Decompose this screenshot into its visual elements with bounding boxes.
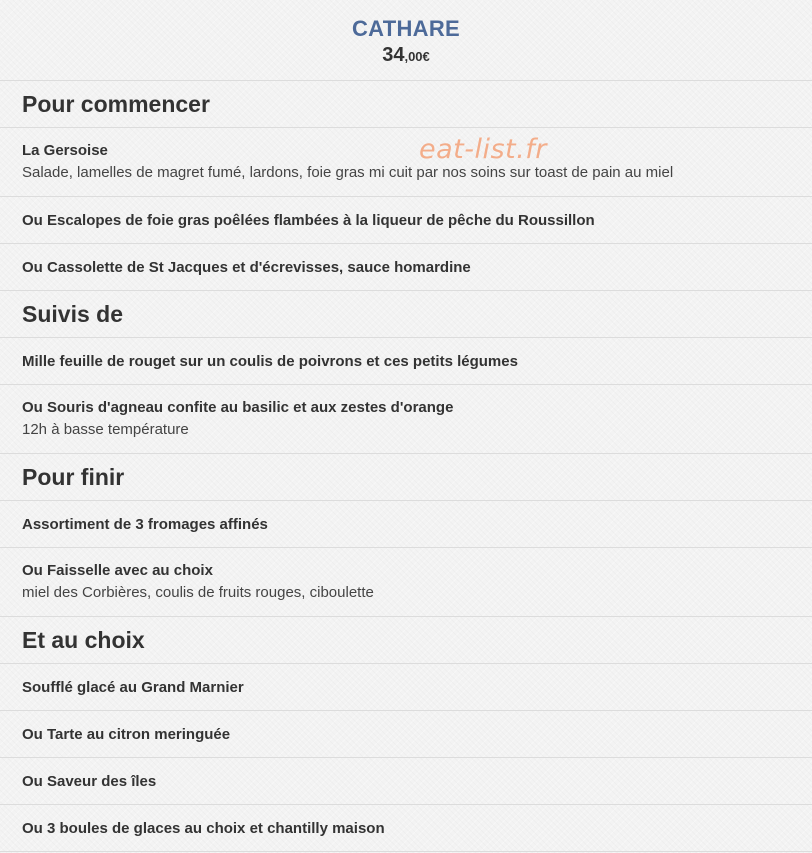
price-main: 34 xyxy=(382,44,405,66)
dish-name: Ou Tarte au citron meringuée xyxy=(22,726,231,743)
menu-item xyxy=(0,338,812,385)
dish-name: Ou Saveur des îles xyxy=(22,773,157,790)
menu-item xyxy=(0,805,812,852)
menu-price xyxy=(0,42,812,70)
dish-name: Mille feuille de rouget sur un coulis de poivrons et ces petits légumes xyxy=(22,353,518,370)
dish-name: Ou Faisselle avec au choix xyxy=(22,562,213,579)
dish-name: Ou Cassolette de St Jacques et d'écrevisses, sauce homardine xyxy=(22,259,471,276)
dish-name: Ou Souris d'agneau confite au basilic et aux zestes d'orange xyxy=(22,399,454,416)
dish-description: Salade, lamelles de magret fumé, lardons, foie gras mi cuit par nos soins sur toast de pain au miel xyxy=(22,164,674,181)
menu-header xyxy=(0,0,812,81)
watermark: eat-list.fr xyxy=(419,134,547,165)
menu-item xyxy=(0,711,812,758)
dish-description: 12h à basse température xyxy=(22,421,189,438)
menu-item xyxy=(0,197,812,244)
section-heading-mains: Suivis de xyxy=(0,291,812,338)
menu-item xyxy=(0,244,812,291)
menu-title: CATHARE xyxy=(351,16,461,41)
dish-name: Ou Escalopes de foie gras poêlées flambées à la liqueur de pêche du Roussillon xyxy=(22,212,595,229)
menu-item xyxy=(0,664,812,711)
dish-name: Assortiment de 3 fromages affinés xyxy=(22,516,268,533)
dish-description: miel des Corbières, coulis de fruits rouges, ciboulette xyxy=(22,584,374,601)
section-heading-starters: Pour commencer xyxy=(0,81,812,128)
menu-item xyxy=(0,128,812,197)
price-cents: ,00€ xyxy=(404,49,430,64)
dish-name: Ou 3 boules de glaces au choix et chantilly maison xyxy=(22,820,385,837)
dish-name: La Gersoise xyxy=(22,142,108,159)
menu-item xyxy=(0,385,812,454)
menu-item xyxy=(0,758,812,805)
dish-name: Soufflé glacé au Grand Marnier xyxy=(22,679,244,696)
section-heading-desserts: Et au choix xyxy=(0,617,812,664)
menu-item xyxy=(0,501,812,548)
menu-item xyxy=(0,548,812,617)
section-heading-cheese: Pour finir xyxy=(0,454,812,501)
